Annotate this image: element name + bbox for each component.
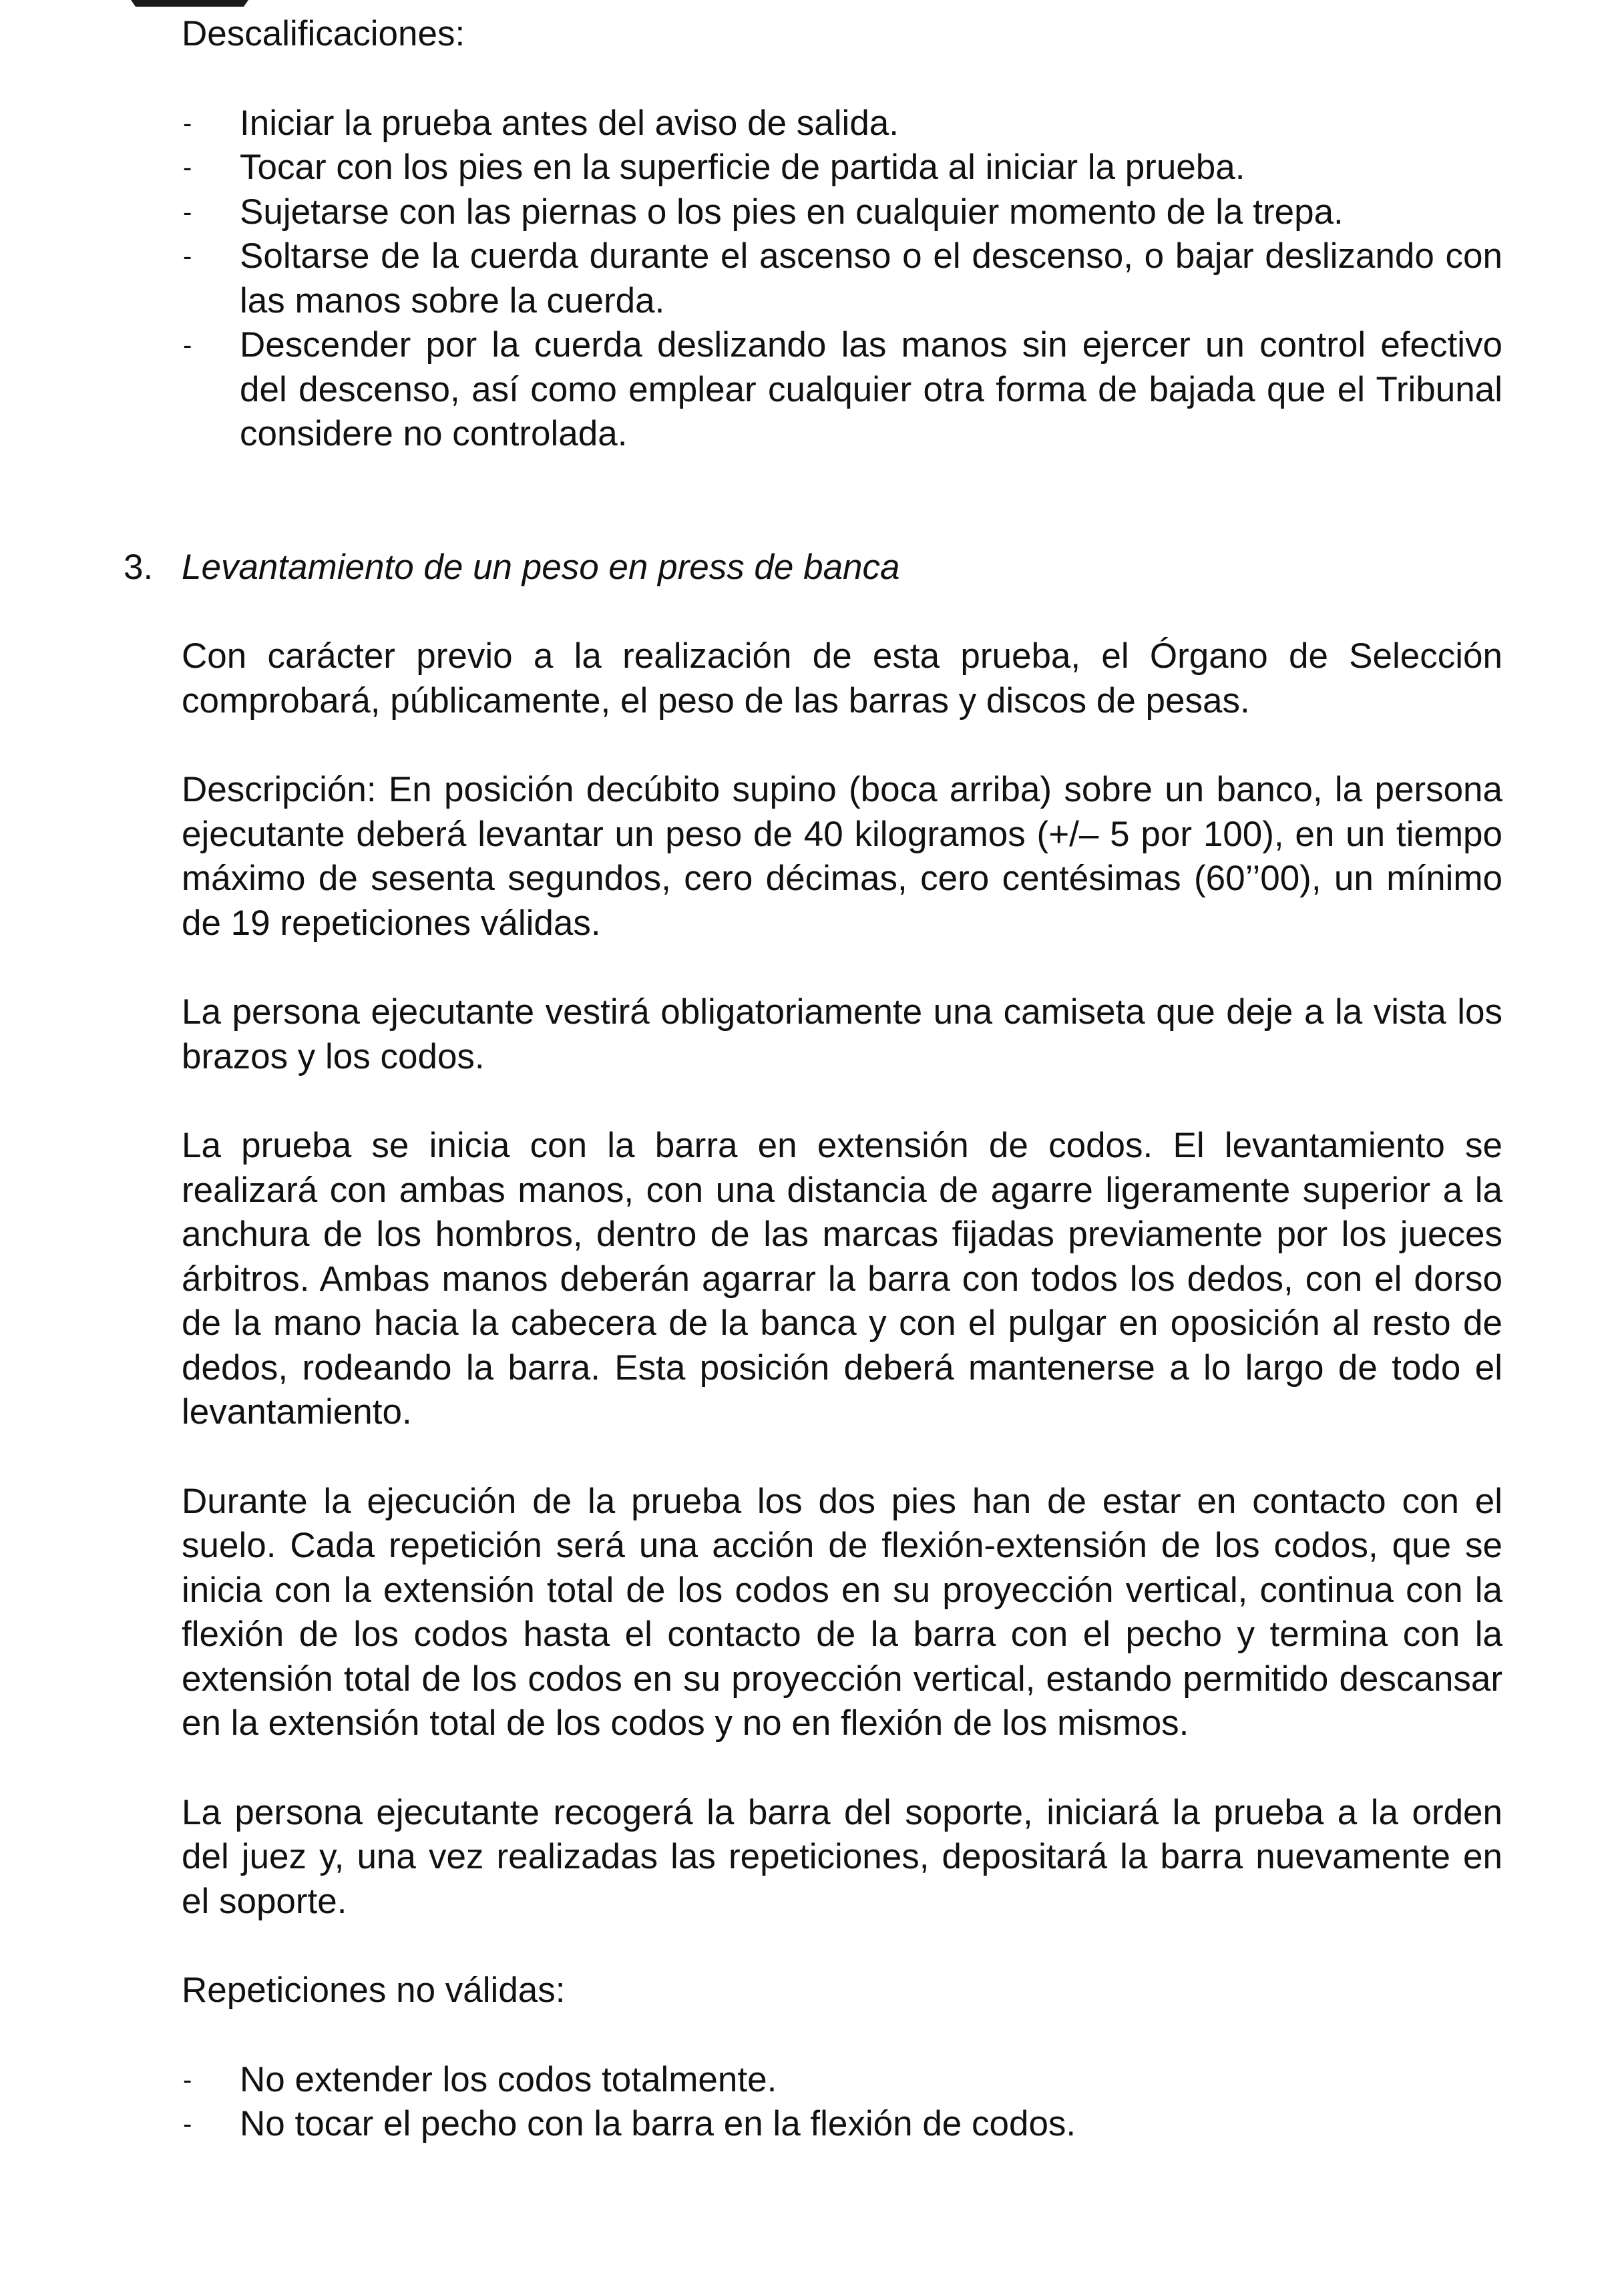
list-item: - No extender los codos totalmente. (182, 2058, 1502, 2103)
list-item: - Sujetarse con las piernas o los pies en cualquier momento de la trepa. (182, 190, 1502, 235)
section-number: 3. (124, 547, 154, 587)
invalid-repetitions-list (182, 2058, 1502, 2147)
list-dash: - (183, 2065, 192, 2095)
invalid-repetitions-heading: Repeticiones no válidas: (182, 1971, 566, 2010)
list-dash: - (183, 108, 192, 138)
list-dash: - (183, 242, 192, 271)
list-item: - Tocar con los pies en la superficie de partida al iniciar la prueba. (182, 146, 1502, 190)
disqualifications-list (182, 101, 1502, 457)
list-item: - Soltarse de la cuerda durante el ascenso o el descenso, o bajar deslizando con las manos sobre la cuerda. (182, 234, 1502, 323)
list-item: - Iniciar la prueba antes del aviso de salida. (182, 101, 1502, 146)
paragraph-grip: La prueba se inicia con la barra en extensión de codos. El levantamiento se realizará con ambas manos, con una distancia de agarre ligeramente superior a la anchura de los hombros, dentro de las marcas fijadas previamente por los jueces árbitros. Ambas manos deberán agarrar la barra con todos los dedos, con el dorso de la mano hacia la cabecera de la banca y con el pulgar en oposición al resto de dedos, rodeando la barra. Esta posición deberá mantenerse a lo largo de todo el levantamiento. (182, 1126, 1502, 1432)
paragraph-clothing: La persona ejecutante vestirá obligatoriamente una camiseta que deje a la vista los brazos y los codos. (182, 992, 1502, 1076)
paragraph-description: Descripción: En posición decúbito supino (boca arriba) sobre un banco, la persona ejecutante deberá levantar un peso de 40 kilogramos (+/– 5 por 100), en un tiempo máximo de sesenta segundos, cero décimas, cero centésimas (60’’00), un mínimo de 19 repeticiones válidas. (182, 770, 1502, 943)
list-dash: - (183, 197, 192, 227)
list-dash: - (183, 2109, 192, 2139)
disqualifications-heading: Descalificaciones: (182, 14, 465, 53)
header-remnant (131, 0, 248, 7)
list-item: - No tocar el pecho con la barra en la flexión de codos. (182, 2102, 1502, 2147)
list-dash: - (183, 153, 192, 182)
list-item: - Descender por la cuerda deslizando las manos sin ejercer un control efectivo del descenso, así como emplear cualquier otra forma de bajada que el Tribunal considere no controlada. (182, 323, 1502, 457)
list-dash: - (183, 331, 192, 360)
paragraph-execution: Durante la ejecución de la prueba los dos pies han de estar en contacto con el suelo. Cada repetición será una acción de flexión-extensión de los codos, que se inicia con la extensión total de los codos en su proyección vertical, continua con la flexión de los codos hasta el contacto de la barra con el pecho y termina con la extensión total de los codos en su proyección vertical, estando permitido descansar en la extensión total de los codos y no en flexión de los mismos. (182, 1481, 1502, 1743)
document-body (124, 12, 1502, 2147)
section-title: Levantamiento de un peso en press de banca (182, 547, 900, 587)
paragraph-prior-check: Con carácter previo a la realización de esta prueba, el Órgano de Selección comprobará, públicamente, el peso de las barras y discos de pesas. (182, 636, 1502, 720)
section-heading (124, 546, 1502, 590)
paragraph-procedure: La persona ejecutante recogerá la barra del soporte, iniciará la prueba a la orden del juez y, una vez realizadas las repeticiones, depositará la barra nuevamente en el soporte. (182, 1792, 1502, 1921)
